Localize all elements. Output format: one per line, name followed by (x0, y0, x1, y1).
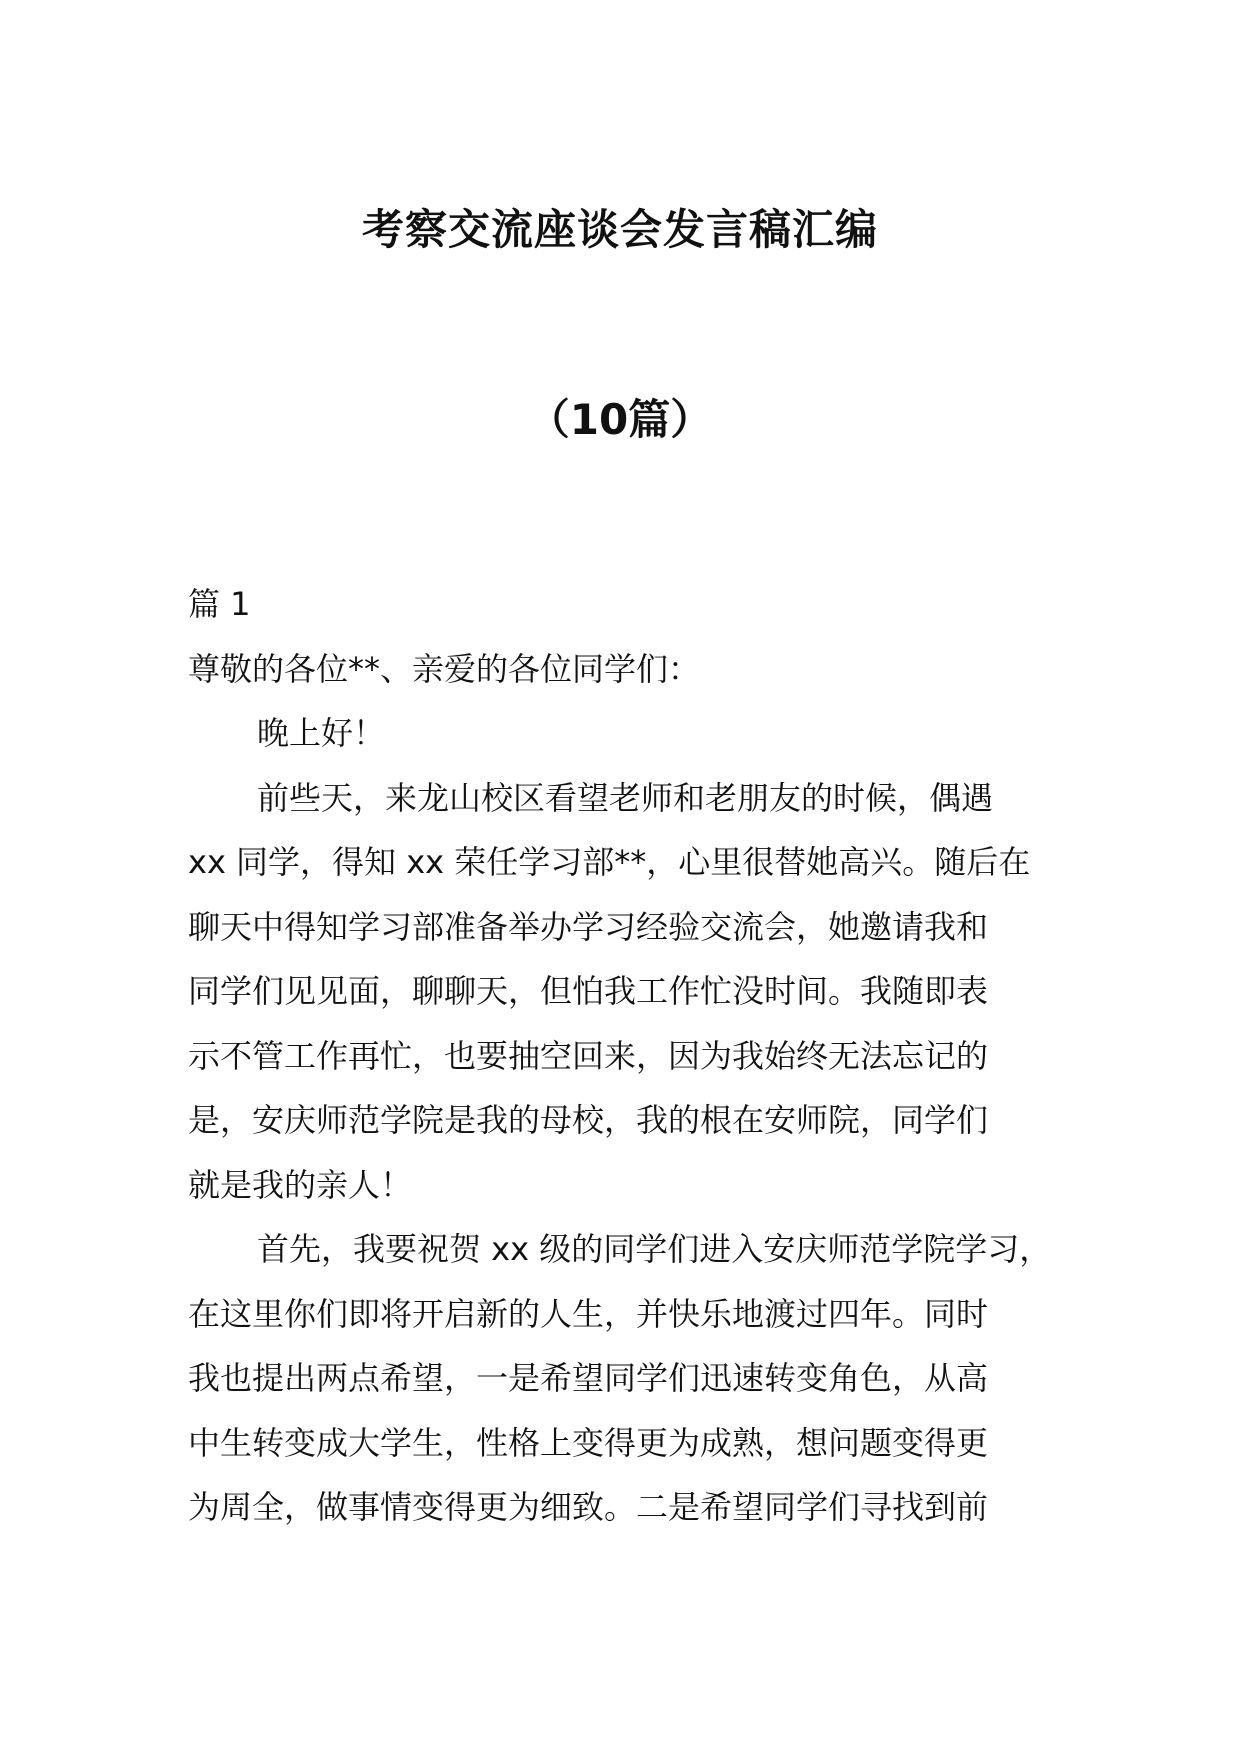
paragraph-line: 为周全，做事情变得更为细致。二是希望同学们寻找到前 (188, 1488, 989, 1526)
paragraph-line: 同学们见见面，聊聊天，但怕我工作忙没时间。我随即表 (188, 972, 989, 1010)
paragraph-line: 示不管工作再忙，也要抽空回来，因为我始终无法忘记的 (188, 1036, 989, 1075)
greeting: 晚上好！ (257, 714, 386, 752)
section-label: 篇 1 (188, 585, 251, 623)
paragraph-1 (188, 766, 1058, 1218)
document-title: 考察交流座谈会发言稿汇编 (361, 205, 878, 254)
paragraph-line: 聊天中得知学习部准备举办学习经验交流会，她邀请我和 (188, 907, 989, 946)
salutation: 尊敬的各位**、亲爱的各位同学们： (188, 649, 701, 688)
paragraph-line: 我也提出两点希望，一是希望同学们迅速转变角色，从高 (188, 1359, 989, 1397)
paragraph-line: 就是我的亲人！ (188, 1165, 413, 1204)
paragraph-line: 在这里你们即将开启新的人生，并快乐地渡过四年。同时 (188, 1294, 989, 1333)
document-subtitle: （10篇） (527, 395, 713, 444)
paragraph-line: 是，安庆师范学院是我的母校，我的根在安师院，同学们 (188, 1101, 989, 1139)
paragraph-line: 首先，我要祝贺 xx 级的同学们进入安庆师范学院学习， (257, 1230, 1052, 1268)
paragraph-line: xx 同学，得知 xx 荣任学习部**，心里很替她高兴。随后在 (188, 843, 1031, 881)
paragraph-line: 中生转变成大学生，性格上变得更为成熟，想问题变得更 (188, 1423, 989, 1462)
paragraph-line: 前些天，来龙山校区看望老师和老朋友的时候，偶遇 (257, 778, 994, 817)
document-body (188, 572, 1058, 1540)
paragraph-2 (188, 1217, 1058, 1540)
